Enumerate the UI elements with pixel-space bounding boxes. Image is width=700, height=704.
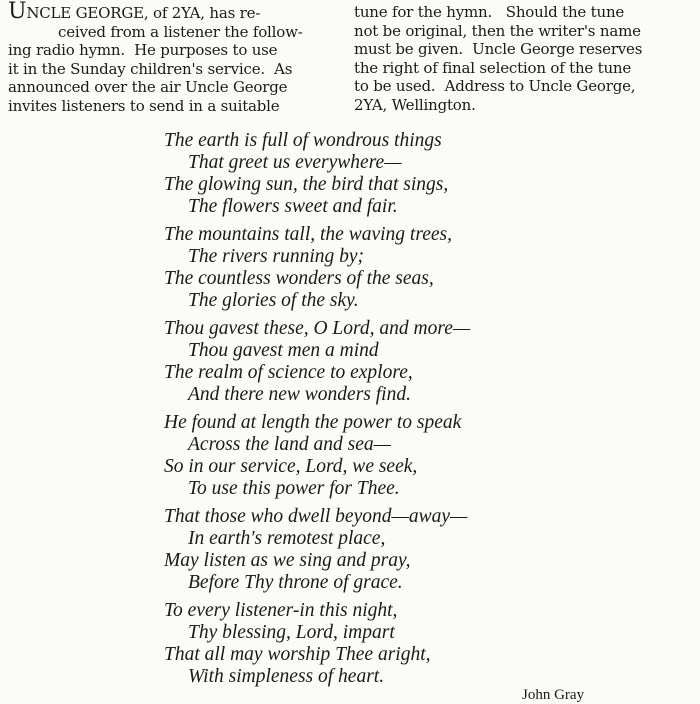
intro-paragraph — [8, 0, 692, 115]
poem-line: The realm of science to explore, — [164, 362, 413, 383]
poem-line: To use this power for Thee. — [188, 478, 400, 499]
intro-line: the right of final selection of the tune — [354, 58, 632, 77]
poem-line: The countless wonders of the seas, — [164, 268, 434, 289]
poem-line: May listen as we sing and pray, — [164, 550, 411, 571]
poem-line: Thy blessing, Lord, impart — [188, 622, 395, 643]
intro-line: tune for the hymn. Should the tune — [354, 3, 625, 21]
poem-line: That greet us everywhere— — [188, 152, 402, 173]
stanza-1 — [164, 130, 584, 218]
intro-right-column — [354, 3, 692, 115]
poem-line: To every listener-in this night, — [164, 600, 398, 621]
poem-line: So in our service, Lord, we seek, — [164, 456, 418, 477]
stanza-3 — [164, 318, 584, 406]
intro-line — [8, 0, 348, 24]
intro-line: to be used. Address to Uncle George, — [354, 77, 636, 95]
intro-line: ceived from a listener the follow- — [58, 22, 303, 41]
author-signature: John Gray — [522, 687, 585, 703]
poem-line: The glowing sun, the bird that sings, — [164, 174, 449, 195]
stanza-2 — [164, 224, 584, 312]
poem-line: Thou gavest men a mind — [188, 340, 379, 361]
hymn-poem — [164, 130, 584, 694]
poem-line: The glories of the sky. — [188, 290, 359, 311]
poem-line: The earth is full of wondrous things — [164, 130, 442, 151]
stanza-4 — [164, 412, 584, 500]
intro-line: must be given. Uncle George reserves — [354, 40, 643, 58]
intro-line: announced over the air Uncle George — [8, 78, 288, 96]
stanza-6 — [164, 600, 584, 688]
poem-line: Across the land and sea— — [188, 434, 391, 455]
intro-line: not be original, then the writer's name — [354, 21, 641, 40]
poem-line: The flowers sweet and fair. — [188, 196, 398, 217]
poem-line: With simpleness of heart. — [188, 666, 385, 687]
intro-line: 2YA, Wellington. — [354, 95, 476, 114]
poem-line: Thou gavest these, O Lord, and more— — [164, 318, 471, 339]
stanza-5 — [164, 506, 584, 594]
poem-line: In earth's remotest place, — [188, 528, 386, 549]
poem-line: Before Thy throne of grace. — [188, 572, 403, 593]
poem-line: And there new wonders find. — [188, 384, 411, 405]
poem-line: That those who dwell beyond—away— — [164, 506, 468, 527]
poem-line: The rivers running by; — [188, 246, 365, 267]
poem-line: That all may worship Thee aright, — [164, 644, 431, 665]
intro-left-column — [8, 0, 348, 115]
poem-line: The mountains tall, the waving trees, — [164, 224, 452, 245]
intro-line: ing radio hymn. He purposes to use — [8, 41, 278, 59]
drop-cap: U — [8, 0, 27, 24]
intro-line: it in the Sunday children's service. As — [8, 59, 293, 78]
intro-line-text: NCLE GEORGE, of 2YA, has re- — [26, 4, 261, 22]
intro-line: invites listeners to send in a suitable — [8, 96, 280, 115]
poem-line: He found at length the power to speak — [164, 412, 462, 433]
